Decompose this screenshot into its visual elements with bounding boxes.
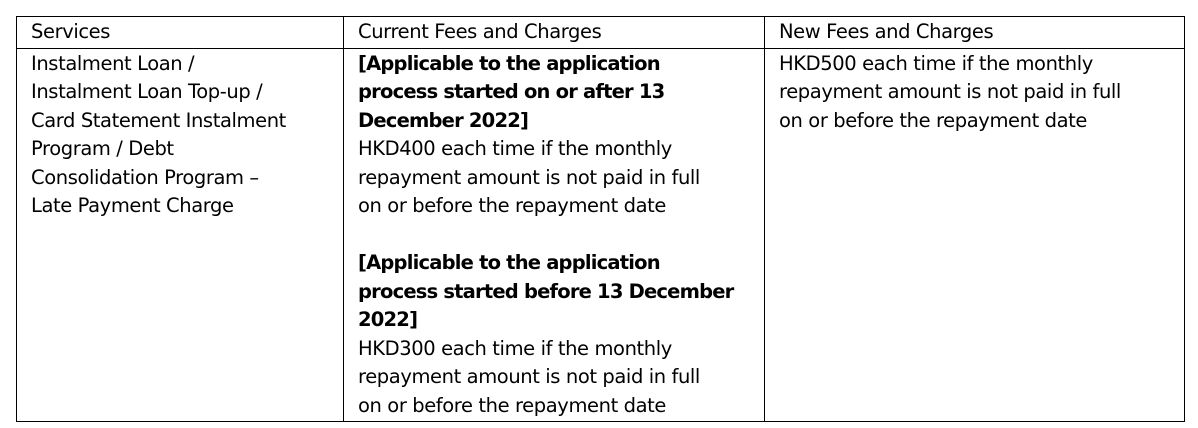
service-line: Instalment Loan / [31, 51, 195, 75]
fee-description-line: on or before the repayment date [358, 393, 667, 417]
service-line: Card Statement Instalment [31, 108, 286, 132]
applicability-heading-line: process started before 13 December [358, 279, 734, 303]
fee-description-line: on or before the repayment date [779, 108, 1088, 132]
current-fees-cell [344, 48, 765, 422]
services-cell [17, 48, 344, 422]
header-services: Services [17, 17, 344, 49]
service-line: Consolidation Program – [31, 165, 259, 189]
table-row [17, 48, 1185, 422]
applicability-heading-line: 2022] [358, 308, 418, 331]
header-new-fees: New Fees and Charges [765, 17, 1185, 49]
fees-table [16, 16, 1185, 422]
service-line: Instalment Loan Top-up / [31, 80, 263, 103]
applicability-heading-line: [Applicable to the application [358, 251, 660, 274]
new-fees-cell [765, 48, 1185, 422]
fee-description-line: on or before the repayment date [358, 194, 667, 217]
fee-description-line: repayment amount is not paid in full [358, 165, 700, 189]
fee-description-line: HKD500 each time if the monthly [779, 51, 1093, 75]
table-header-row [17, 17, 1185, 49]
paragraph-gap [358, 221, 758, 250]
fee-description-line: repayment amount is not paid in full [358, 365, 700, 388]
applicability-heading-line: December 2022] [358, 108, 529, 132]
applicability-heading-line: [Applicable to the application [358, 51, 660, 75]
fee-description-line: HKD300 each time if the monthly [358, 336, 672, 360]
fee-description-line: HKD400 each time if the monthly [358, 137, 672, 160]
fee-description-line: repayment amount is not paid in full [779, 80, 1121, 103]
service-line: Late Payment Charge [31, 194, 234, 217]
applicability-heading-line: process started on or after 13 [358, 80, 665, 103]
header-current-fees: Current Fees and Charges [344, 17, 765, 49]
service-line: Program / Debt [31, 137, 174, 160]
